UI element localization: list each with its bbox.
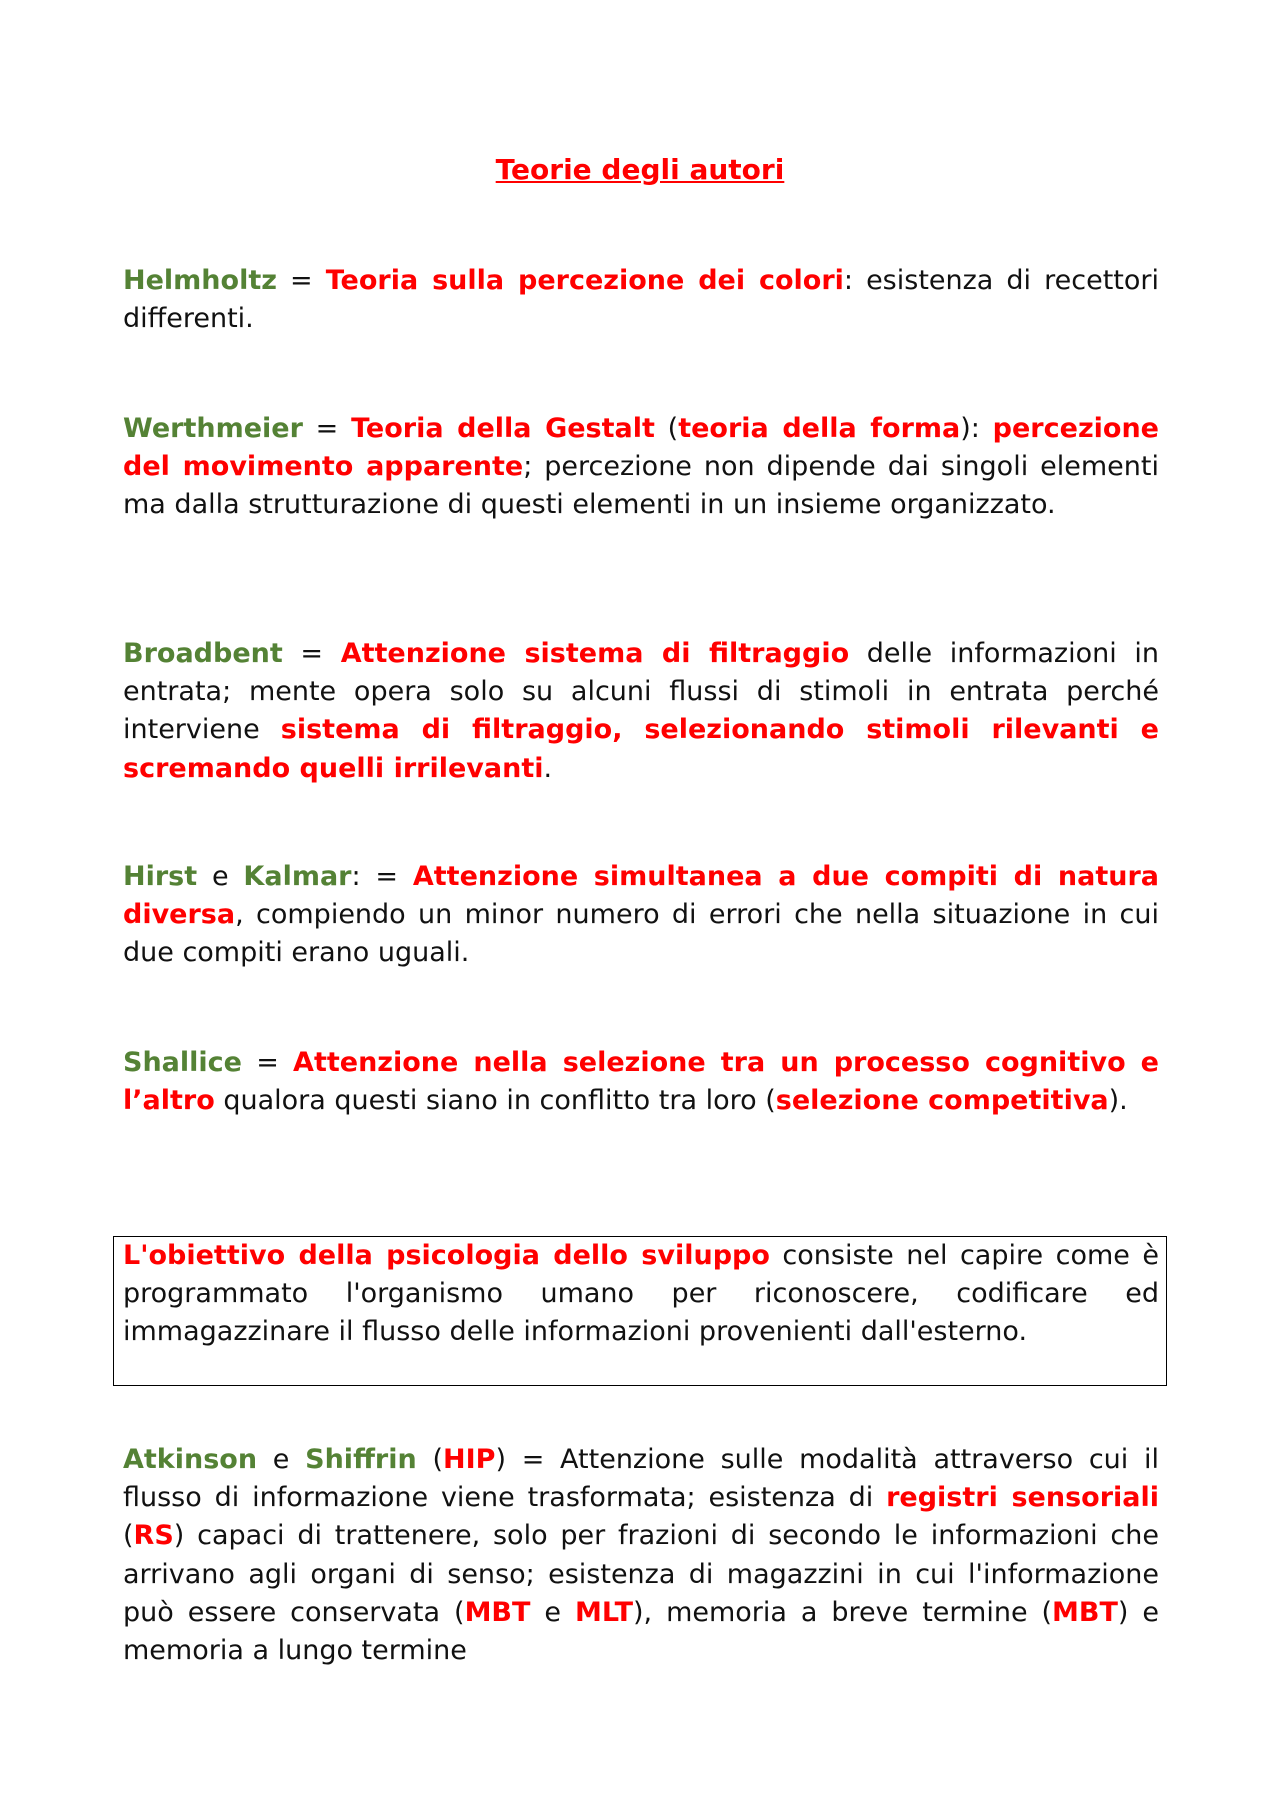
body-text: ) e memoria a lungo termine xyxy=(123,1596,1160,1667)
author-name: Kalmar xyxy=(243,861,352,892)
body-text: delle informazioni in entrata; mente opera solo su alcuni flussi di stimoli in entrata perché interviene xyxy=(123,638,1159,746)
body-text: consiste nel capire come è programmato l'organismo umano per riconoscere, codificare ed immagazzinare il flusso delle informazioni provenienti dall'esterno. xyxy=(123,1240,1159,1348)
paragraph-broadbent xyxy=(123,635,1159,788)
theory-highlight: Attenzione nella selezione tra un processo cognitivo e l’altro xyxy=(123,1047,1159,1117)
highlight-box xyxy=(113,1236,1167,1386)
acronym-highlight: HIP xyxy=(443,1444,496,1475)
body-text: , xyxy=(612,714,645,746)
author-name: Atkinson xyxy=(123,1444,258,1475)
equals-text: = xyxy=(241,1047,294,1078)
theory-highlight: Teoria della Gestalt xyxy=(351,413,655,444)
paragraph-hirst-kalmar xyxy=(123,858,1159,973)
body-text: . xyxy=(543,752,553,784)
theory-highlight: registri sensoriali xyxy=(886,1482,1159,1514)
body-text: qualora questi siano in conflitto tra loro ( xyxy=(214,1085,776,1117)
equals-text: : = xyxy=(351,861,413,892)
paragraph-werthmeier xyxy=(123,410,1159,525)
equals-text: = xyxy=(282,638,341,669)
paragraph-atkinson-shiffrin xyxy=(123,1441,1159,1670)
theory-highlight: percezione del movimento apparente xyxy=(123,413,1159,483)
acronym-highlight: MLT xyxy=(574,1596,633,1628)
body-text: e xyxy=(197,861,244,892)
acronym-highlight: MBT xyxy=(1052,1596,1118,1628)
theory-highlight: Attenzione sistema di filtraggio xyxy=(340,638,850,669)
equals-text: = xyxy=(302,413,352,444)
body-text: ( xyxy=(123,1520,134,1552)
theory-highlight: selezione competitiva xyxy=(775,1085,1109,1117)
acronym-highlight: RS xyxy=(133,1520,174,1552)
author-name: Helmholtz xyxy=(123,265,277,296)
body-text: ) capaci di trattenere, solo per frazioni di secondo le informazioni che arrivano agli organi di senso; esistenza di magazzini in cui l'informazione può essere conservata ( xyxy=(123,1520,1159,1628)
body-text: , compiendo un minor numero di errori che nella situazione in cui due compiti erano uguali. xyxy=(123,899,1159,969)
page-title: Teorie degli autori xyxy=(495,153,785,186)
theory-highlight: sistema di filtraggio xyxy=(280,714,613,746)
body-text: ), memoria a breve termine ( xyxy=(633,1596,1053,1628)
body-text: e xyxy=(257,1444,306,1475)
paragraph-helmholtz xyxy=(123,262,1159,338)
body-text: ): xyxy=(960,413,993,444)
body-text: ( xyxy=(654,413,679,444)
equals-text: = xyxy=(276,265,326,296)
author-name: Broadbent xyxy=(123,638,283,669)
body-text: ( xyxy=(416,1444,443,1475)
author-name: Hirst xyxy=(123,861,198,892)
body-text: e xyxy=(530,1596,575,1628)
body-text: : esistenza di recettori differenti. xyxy=(123,265,1159,335)
body-text: ). xyxy=(1108,1085,1128,1117)
theory-highlight: Attenzione simultanea a due compiti di natura diversa xyxy=(123,861,1160,931)
acronym-highlight: MBT xyxy=(464,1596,531,1628)
paragraph-shallice xyxy=(123,1044,1159,1120)
theory-highlight: L'obiettivo della psicologia dello sviluppo xyxy=(123,1240,770,1271)
theory-highlight: Teoria sulla percezione dei colori xyxy=(325,265,844,296)
theory-highlight: teoria della forma xyxy=(678,413,961,444)
body-text: ; percezione non dipende dai singoli elementi ma dalla strutturazione di questi elementi in un insieme organizzato. xyxy=(123,451,1159,521)
paragraph-box xyxy=(123,1237,1159,1352)
theory-highlight: selezionando stimoli rilevanti e scremando quelli irrilevanti xyxy=(123,714,1159,784)
author-name: Werthmeier xyxy=(123,413,303,444)
author-name: Shallice xyxy=(123,1047,242,1078)
author-name: Shiffrin xyxy=(305,1444,417,1475)
body-text: ) = Attenzione sulle modalità attraverso cui il flusso di informazione viene trasformata; esistenza di xyxy=(123,1444,1159,1514)
